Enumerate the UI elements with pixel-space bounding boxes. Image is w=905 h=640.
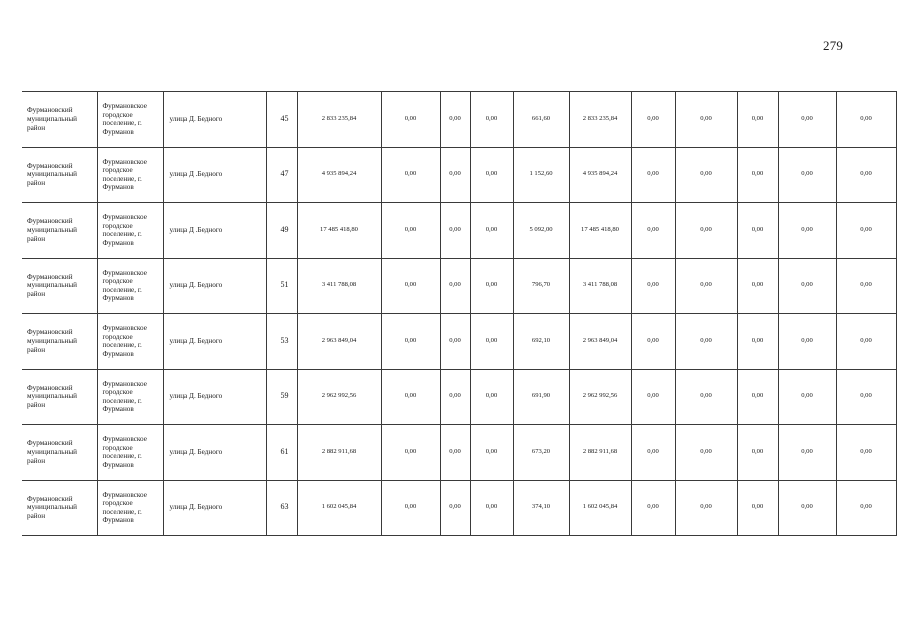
value-cell: 0,00 — [470, 258, 513, 314]
settlement-cell: Фурмановское городское поселение, г. Фурманов — [97, 425, 163, 481]
housing-registry-table — [22, 91, 897, 536]
value-cell: 0,00 — [675, 258, 737, 314]
district-cell: Фурмановский муниципальный район — [22, 314, 97, 370]
value-cell: 0,00 — [631, 147, 675, 203]
settlement-cell: Фурмановское городское поселение, г. Фурманов — [97, 258, 163, 314]
value-cell: 0,00 — [737, 314, 778, 370]
cost-cell: 3 411 788,08 — [569, 258, 631, 314]
total-cost-cell: 1 602 045,84 — [297, 480, 381, 536]
value-cell: 0,00 — [440, 314, 470, 370]
value-cell: 0,00 — [675, 369, 737, 425]
value-cell: 0,00 — [470, 147, 513, 203]
settlement-cell: Фурмановское городское поселение, г. Фурманов — [97, 92, 163, 148]
settlement-cell: Фурмановское городское поселение, г. Фурманов — [97, 147, 163, 203]
table-row — [22, 258, 896, 314]
street-cell: улица Д. Бедного — [163, 480, 266, 536]
table-row — [22, 480, 896, 536]
value-cell: 0,00 — [440, 203, 470, 259]
page-number: 279 — [823, 38, 844, 53]
total-cost-cell: 2 833 235,84 — [297, 92, 381, 148]
total-cost-cell: 2 963 849,04 — [297, 314, 381, 370]
value-cell: 0,00 — [470, 314, 513, 370]
value-cell: 0,00 — [778, 147, 836, 203]
value-cell: 0,00 — [737, 92, 778, 148]
cost-cell: 4 935 894,24 — [569, 147, 631, 203]
value-cell: 0,00 — [381, 425, 440, 481]
area-cell: 374,10 — [513, 480, 569, 536]
area-cell: 1 152,60 — [513, 147, 569, 203]
value-cell: 0,00 — [470, 425, 513, 481]
house-number-cell: 45 — [266, 92, 297, 148]
value-cell: 0,00 — [381, 258, 440, 314]
street-cell: улица Д. Бедного — [163, 92, 266, 148]
value-cell: 0,00 — [836, 480, 896, 536]
value-cell: 0,00 — [737, 147, 778, 203]
house-number-cell: 63 — [266, 480, 297, 536]
value-cell: 0,00 — [675, 203, 737, 259]
street-cell: улица Д. Бедного — [163, 425, 266, 481]
cost-cell: 2 882 911,68 — [569, 425, 631, 481]
value-cell: 0,00 — [836, 258, 896, 314]
value-cell: 0,00 — [470, 480, 513, 536]
street-cell: улица Д. Бедного — [163, 369, 266, 425]
house-number-cell: 59 — [266, 369, 297, 425]
value-cell: 0,00 — [631, 425, 675, 481]
value-cell: 0,00 — [381, 92, 440, 148]
house-number-cell: 49 — [266, 203, 297, 259]
house-number-cell: 61 — [266, 425, 297, 481]
value-cell: 0,00 — [778, 203, 836, 259]
value-cell: 0,00 — [470, 369, 513, 425]
value-cell: 0,00 — [737, 203, 778, 259]
area-cell: 673,20 — [513, 425, 569, 481]
area-cell: 691,90 — [513, 369, 569, 425]
value-cell: 0,00 — [778, 425, 836, 481]
value-cell: 0,00 — [836, 425, 896, 481]
table-row — [22, 203, 896, 259]
settlement-cell: Фурмановское городское поселение, г. Фурманов — [97, 480, 163, 536]
cost-cell: 2 833 235,84 — [569, 92, 631, 148]
value-cell: 0,00 — [440, 480, 470, 536]
value-cell: 0,00 — [470, 92, 513, 148]
street-cell: улица Д .Бедного — [163, 147, 266, 203]
table-row — [22, 92, 896, 148]
table-row — [22, 369, 896, 425]
value-cell: 0,00 — [381, 314, 440, 370]
table-row — [22, 314, 896, 370]
settlement-cell: Фурмановское городское поселение, г. Фурманов — [97, 203, 163, 259]
total-cost-cell: 17 485 418,80 — [297, 203, 381, 259]
value-cell: 0,00 — [631, 92, 675, 148]
value-cell: 0,00 — [737, 480, 778, 536]
house-number-cell: 47 — [266, 147, 297, 203]
value-cell: 0,00 — [836, 147, 896, 203]
district-cell: Фурмановский муниципальный район — [22, 92, 97, 148]
value-cell: 0,00 — [778, 314, 836, 370]
value-cell: 0,00 — [440, 425, 470, 481]
street-cell: улица Д. Бедного — [163, 314, 266, 370]
value-cell: 0,00 — [440, 258, 470, 314]
area-cell: 5 092,00 — [513, 203, 569, 259]
value-cell: 0,00 — [675, 92, 737, 148]
settlement-cell: Фурмановское городское поселение, г. Фурманов — [97, 369, 163, 425]
value-cell: 0,00 — [836, 369, 896, 425]
value-cell: 0,00 — [675, 314, 737, 370]
value-cell: 0,00 — [737, 425, 778, 481]
value-cell: 0,00 — [675, 147, 737, 203]
total-cost-cell: 2 882 911,68 — [297, 425, 381, 481]
area-cell: 796,70 — [513, 258, 569, 314]
value-cell: 0,00 — [737, 258, 778, 314]
value-cell: 0,00 — [381, 480, 440, 536]
cost-cell: 2 962 992,56 — [569, 369, 631, 425]
total-cost-cell: 3 411 788,08 — [297, 258, 381, 314]
street-cell: улица Д. Бедного — [163, 258, 266, 314]
district-cell: Фурмановский муниципальный район — [22, 369, 97, 425]
value-cell: 0,00 — [836, 314, 896, 370]
value-cell: 0,00 — [440, 369, 470, 425]
value-cell: 0,00 — [470, 203, 513, 259]
value-cell: 0,00 — [631, 258, 675, 314]
value-cell: 0,00 — [631, 480, 675, 536]
value-cell: 0,00 — [675, 480, 737, 536]
value-cell: 0,00 — [778, 480, 836, 536]
area-cell: 661,60 — [513, 92, 569, 148]
value-cell: 0,00 — [737, 369, 778, 425]
value-cell: 0,00 — [440, 147, 470, 203]
total-cost-cell: 4 935 894,24 — [297, 147, 381, 203]
value-cell: 0,00 — [836, 203, 896, 259]
table-body — [22, 92, 896, 536]
district-cell: Фурмановский муниципальный район — [22, 425, 97, 481]
value-cell: 0,00 — [440, 92, 470, 148]
house-number-cell: 53 — [266, 314, 297, 370]
street-cell: улица Д .Бедного — [163, 203, 266, 259]
settlement-cell: Фурмановское городское поселение, г. Фурманов — [97, 314, 163, 370]
district-cell: Фурмановский муниципальный район — [22, 203, 97, 259]
district-cell: Фурмановский муниципальный район — [22, 147, 97, 203]
total-cost-cell: 2 962 992,56 — [297, 369, 381, 425]
district-cell: Фурмановский муниципальный район — [22, 258, 97, 314]
value-cell: 0,00 — [631, 369, 675, 425]
value-cell: 0,00 — [631, 203, 675, 259]
value-cell: 0,00 — [778, 92, 836, 148]
value-cell: 0,00 — [381, 203, 440, 259]
district-cell: Фурмановский муниципальный район — [22, 480, 97, 536]
value-cell: 0,00 — [778, 258, 836, 314]
cost-cell: 2 963 849,04 — [569, 314, 631, 370]
value-cell: 0,00 — [381, 147, 440, 203]
value-cell: 0,00 — [836, 92, 896, 148]
table-row — [22, 425, 896, 481]
area-cell: 692,10 — [513, 314, 569, 370]
value-cell: 0,00 — [381, 369, 440, 425]
value-cell: 0,00 — [675, 425, 737, 481]
table-row — [22, 147, 896, 203]
cost-cell: 1 602 045,84 — [569, 480, 631, 536]
value-cell: 0,00 — [631, 314, 675, 370]
cost-cell: 17 485 418,80 — [569, 203, 631, 259]
value-cell: 0,00 — [778, 369, 836, 425]
house-number-cell: 51 — [266, 258, 297, 314]
